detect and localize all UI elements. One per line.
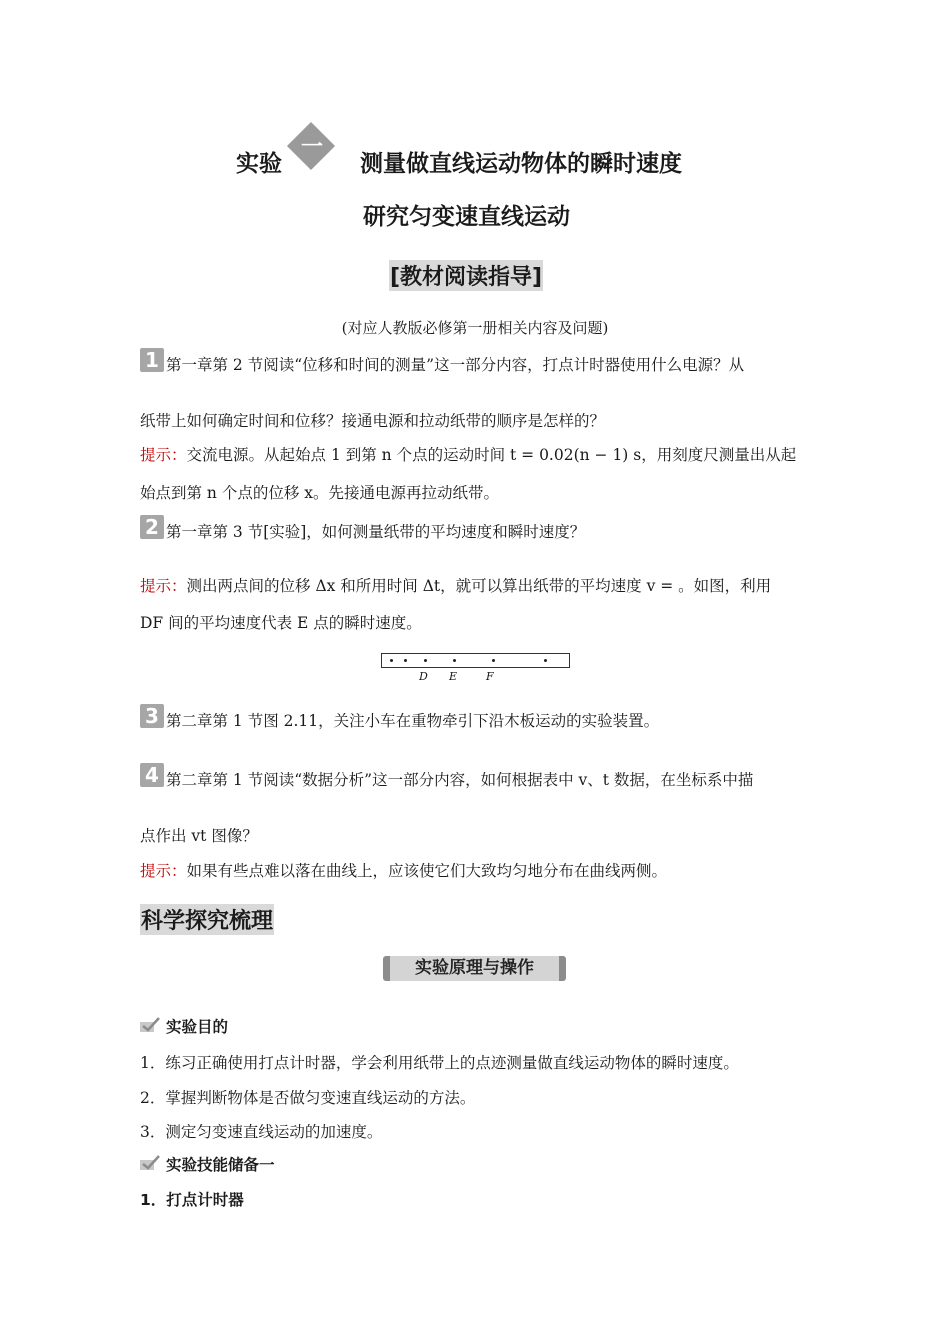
skill-heading: 实验技能储备一	[166, 1156, 275, 1174]
hint-2-line-1	[140, 577, 771, 596]
tape-label-f: F	[486, 670, 494, 683]
purpose-item-3: 3．测定匀变速直线运动的加速度。	[140, 1123, 383, 1141]
hint-1-line-1	[140, 446, 796, 465]
purpose-item-1: 1．练习正确使用打点计时器，学会利用纸带上的点迹测量做直线运动物体的瞬时速度。	[140, 1054, 739, 1072]
item-4-line-2: 点作出 vt 图像？	[140, 827, 258, 845]
paper-tape-figure	[381, 653, 570, 668]
tape-dot	[453, 659, 456, 662]
skill-item-1: 1．打点计时器	[140, 1191, 244, 1209]
purpose-heading: 实验目的	[166, 1018, 229, 1036]
title-badge-number: 一	[300, 135, 323, 160]
hint-label: 提示：	[140, 862, 187, 880]
item-number-badge: 3	[140, 704, 164, 728]
item-1-line-2: 纸带上如何确定时间和位移？接通电源和拉动纸带的顺序是怎样的？	[140, 412, 606, 430]
tape-label-e: E	[449, 670, 458, 683]
hint-1-text: 交流电源。从起始点 1 到第 n 个点的运动时间 t = 0.02(n − 1) s，用刻度尺测量出从起	[186, 446, 797, 464]
tape-dot	[492, 659, 495, 662]
hint-1-line-2: 始点到第 n 个点的位移 x。先接通电源再拉动纸带。	[140, 484, 500, 502]
purpose-item-2: 2．掌握判断物体是否做匀变速直线运动的方法。	[140, 1089, 476, 1107]
item-3-line-1: 第二章第 1 节图 2.11，关注小车在重物牵引下沿木板运动的实验装置。	[166, 712, 660, 730]
page-subtitle: 研究匀变速直线运动	[363, 204, 570, 230]
page-title: 测量做直线运动物体的瞬时速度	[360, 151, 682, 177]
hint-label: 提示：	[140, 577, 187, 595]
reading-guide-heading: [教材阅读指导]	[389, 260, 543, 291]
item-4-line-1: 第二章第 1 节阅读“数据分析”这一部分内容，如何根据表中 v、t 数据，在坐标系中描	[166, 771, 754, 789]
tape-label-d: D	[419, 670, 428, 683]
principle-banner: 实验原理与操作	[383, 956, 566, 981]
item-1-line-1: 第一章第 2 节阅读“位移和时间的测量”这一部分内容，打点计时器使用什么电源？从	[166, 356, 745, 374]
science-section-heading: 科学探究梳理	[140, 904, 274, 935]
hint-4-text: 如果有些点难以落在曲线上，应该使它们大致均匀地分布在曲线两侧。	[186, 862, 668, 880]
tape-dot	[404, 659, 407, 662]
item-2-line-1: 第一章第 3 节[实验]，如何测量纸带的平均速度和瞬时速度？	[166, 523, 586, 541]
hint-4-line-1	[140, 862, 667, 881]
hint-label: 提示：	[140, 446, 187, 464]
hint-2-text: 测出两点间的位移 Δx 和所用时间 Δt，就可以算出纸带的平均速度 v = 。如图，利用	[186, 577, 772, 595]
tape-dot	[424, 659, 427, 662]
item-number-badge: 2	[140, 515, 164, 539]
item-number-badge: 4	[140, 763, 164, 787]
check-icon	[140, 1154, 160, 1174]
hint-2-line-2: DF 间的平均速度代表 E 点的瞬时速度。	[140, 614, 422, 632]
reading-guide-note: (对应人教版必修第一册相关内容及问题)	[341, 319, 609, 337]
check-icon	[140, 1016, 160, 1036]
tape-dot	[390, 659, 393, 662]
item-number-badge: 1	[140, 348, 164, 372]
title-prefix: 实验	[236, 151, 282, 177]
tape-dot	[544, 659, 547, 662]
